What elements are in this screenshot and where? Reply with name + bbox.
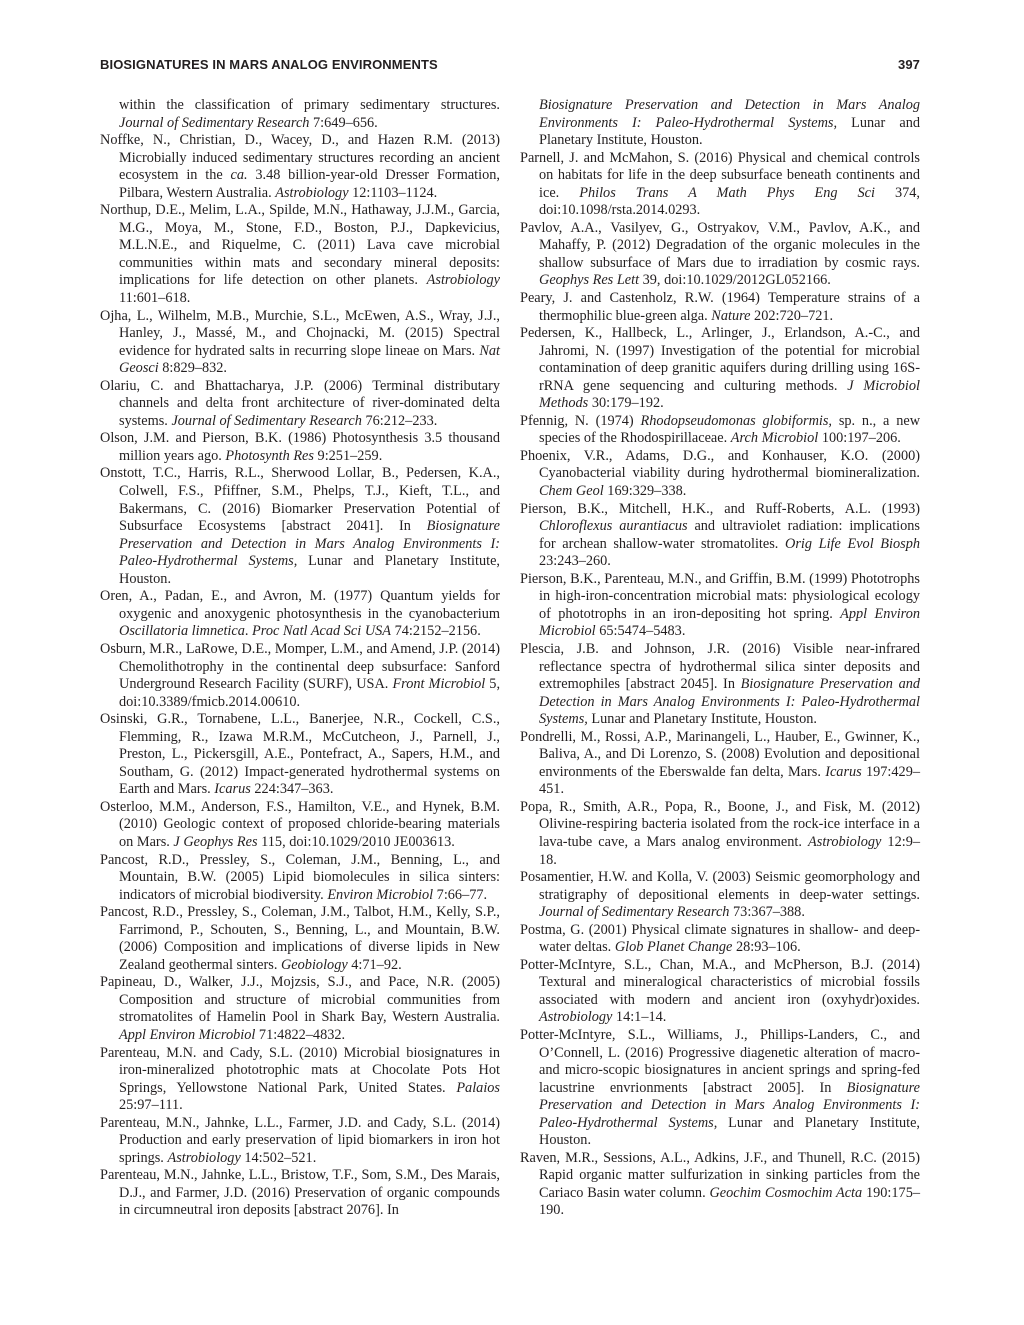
reference-italic-text: Front Microbiol (392, 676, 486, 693)
reference-text: 4:71–92. (347, 956, 402, 973)
reference-text: 169:329–338. (603, 483, 687, 500)
reference-italic-text: Astrobiology (167, 1149, 241, 1166)
reference-text: Raven, M.R., Sessions, A.L., Adkins, J.F., and Thunell, R.C. (2015) Rapid organic matter sulfurization in sinking particles from the Cariaco Basin water column. (520, 1149, 920, 1201)
reference-italic-text: Appl Environ Microbiol (539, 605, 921, 640)
reference-entry (100, 465, 500, 588)
reference-text: Parenteau, M.N., Jahnke, L.L., Farmer, J.D. and Cady, S.L. (2014) Production and early preservation of lipid biomarkers in iron hot springs. (100, 1114, 500, 1166)
reference-entry (520, 922, 920, 957)
reference-entry (100, 1115, 500, 1168)
reference-continuation (520, 97, 920, 150)
reference-entry (520, 729, 920, 799)
reference-italic-text: Philos Trans A Math Phys Eng Sci (579, 184, 875, 201)
reference-text: 14:502–521. (240, 1149, 317, 1166)
reference-italic-text: Palaios (456, 1079, 500, 1096)
reference-text: Ojha, L., Wilhelm, M.B., Murchie, S.L., McEwen, A.S., Wray, J.J., Hanley, J., Massé, M., and Chojnacki, M. (2015) Spectral evidence for hydrated salts in recurring slope lineae on Mars. (100, 307, 500, 359)
reference-italic-text: Environ Microbiol (327, 886, 434, 903)
reference-entry (520, 799, 920, 869)
reference-italic-text: Biosignature Preservation and Detection in Mars Analog Environments I: Paleo-Hydrothermal Systems, (119, 518, 500, 570)
reference-entry (520, 448, 920, 501)
references-left-column (100, 97, 500, 1220)
reference-text: 8:829–832. (158, 360, 228, 377)
references-right-column (520, 97, 920, 1220)
reference-text: 39, doi:10.1029/2012GL052166. (639, 272, 831, 289)
reference-text: Parenteau, M.N. and Cady, S.L. (2010) Microbial biosignatures in iron-mineralized phototrophic mats at Chocolate Pots Hot Springs, Yellowstone National Park, United States. (100, 1044, 500, 1096)
reference-text: Popa, R., Smith, A.R., Popa, R., Boone, J., and Fisk, M. (2012) Olivine-respiring bacteria isolated from the rock-ice interface in a lava-tube cave, a Mars analog environment. (520, 798, 920, 850)
reference-entry (100, 974, 500, 1044)
reference-italic-text: ca. (230, 167, 248, 184)
reference-text: Pierson, B.K., Parenteau, M.N., and Griffin, B.M. (1999) Phototrophs in high-iron-concentration microbial mats: physiological ecology of phototrophs in an iron-depositing hot spring. (520, 570, 920, 622)
reference-text: 7:66–77. (433, 886, 488, 903)
reference-entry (100, 430, 500, 465)
reference-text: Pedersen, K., Hallbeck, L., Arlinger, J., Erlandson, A.-C., and Jahromi, N. (1997) Investigation of the potential for microbial contamination of deep granitic aquifers during drilling using 16S-rRNA gene sequencing and culturing methods. (520, 325, 920, 394)
reference-entry (100, 711, 500, 799)
reference-text: 3.48 billion-year-old Dresser Formation, Pilbara, Western Australia. (119, 167, 500, 201)
reference-text: 115, doi:10.1029/2010 JE003613. (257, 833, 455, 850)
reference-text: Potter-McIntyre, S.L., Chan, M.A., and McPherson, B.J. (2014) Textural and mineralogical characteristics of microbial fossils associated with modern and ancient iron (oxyhydr)oxides. (520, 956, 920, 1008)
reference-text: 73:367–388. (729, 904, 805, 921)
reference-italic-text: Nature (711, 307, 751, 324)
reference-continuation (100, 97, 500, 132)
reference-text: and ultraviolet radiation: implications for archean shallow-water stromatolites. (539, 518, 920, 552)
reference-text: 23:243–260. (539, 553, 611, 570)
reference-text: 12:9–18. (539, 833, 920, 868)
reference-italic-text: Appl Environ Microbiol (119, 1026, 256, 1043)
reference-entry (100, 308, 500, 378)
running-header (100, 57, 920, 77)
reference-italic-text: Proc Natl Acad Sci USA (252, 623, 392, 640)
reference-text: Osinski, G.R., Tornabene, L.L., Banerjee, N.R., Cockell, C.S., Flemming, R., Izawa M.R.M., McCutcheon, J., Parnell, J., Preston, L., Pickersgill, A.E., Pontefract, A., Sapers, H.M., and Southam, G. (2012) Impact-generated hydrothermal systems on Earth and Mars. (100, 711, 500, 798)
reference-text: 190:175–190. (539, 1184, 920, 1219)
reference-text: Parenteau, M.N., Jahnke, L.L., Bristow, T.F., Som, S.M., Des Marais, D.J., and Farmer, J.D. (2016) Preservation of organic compounds in circumneutral iron deposits [abstract 2076]. In (100, 1167, 500, 1219)
reference-italic-text: J Microbiol Methods (539, 377, 920, 412)
running-title: BIOSIGNATURES IN MARS ANALOG ENVIRONMENTS (100, 57, 438, 72)
reference-text: Northup, D.E., Melim, L.A., Spilde, M.N., Hathaway, J.J.M., Garcia, M.G., Moya, M., Stone, F.D., Boston, P.J., Dapkevicius, M.L.N.E., and Riquelme, C. (2011) Lava cave microbial communities within mats and secondary mineral deposits: implications for life detection on other planets. (100, 202, 500, 289)
reference-italic-text: Geochim Cosmochim Acta (709, 1184, 863, 1201)
reference-text: 71:4822–4832. (255, 1026, 346, 1043)
reference-italic-text: Icarus (825, 763, 862, 780)
reference-text: Pancost, R.D., Pressley, S., Coleman, J.M., Talbot, H.M., Kelly, S.P., Farrimond, P., Schouten, S., Benning, L., and Mountain, B.W. (2006) Composition and implications of diverse lipids in New Zealand geothermal sinters. (100, 904, 500, 973)
reference-text: 202:720–721. (750, 307, 834, 324)
reference-italic-text: Biosignature Preservation and Detection in Mars Analog Environments I: Paleo-Hydrothermal Systems, (539, 676, 921, 728)
reference-text: Lunar and Planetary Institute, Houston. (539, 114, 920, 149)
reference-entry (520, 220, 920, 290)
reference-text: Olariu, C. and Bhattacharya, J.P. (2006) Terminal distributary channels and delta front architecture of river-dominated delta systems. (100, 377, 500, 429)
reference-italic-text: Glob Planet Change (614, 939, 733, 956)
reference-italic-text: Arch Microbiol (730, 430, 819, 447)
reference-italic-text: Astrobiology (539, 1009, 613, 1026)
reference-text: Pavlov, A.A., Vasilyev, G., Ostryakov, V.M., Pavlov, A.K., and Mahaffy, P. (2012) Degradation of the organic molecules in the shallow subsurface of Mars due to irradiation by cosmic rays. (520, 219, 920, 271)
reference-italic-text: Astrobiology (808, 833, 882, 850)
reference-text: 76:212–233. (361, 412, 438, 429)
reference-text: Olson, J.M. and Pierson, B.K. (1986) Photosynthesis 3.5 thousand million years ago. (100, 430, 500, 464)
reference-text: 374, doi:10.1098/rsta.2014.0293. (539, 184, 920, 219)
reference-italic-text: Rhodopseudomonas globiformis, (640, 412, 833, 429)
reference-italic-text: Nat Geosci (119, 342, 500, 377)
reference-text: 12:1103–1124. (348, 184, 438, 201)
reference-entry (520, 150, 920, 220)
reference-text: Plescia, J.B. and Johnson, J.R. (2016) Visible near-infrared reflectance spectra of hydrothermal silica sinter deposits and extremophiles [abstract 2045]. In (520, 640, 920, 693)
reference-text: 7:649–656. (309, 114, 378, 131)
reference-italic-text: Journal of Sedimentary Research (171, 412, 362, 429)
reference-entry (520, 501, 920, 571)
reference-entry (100, 202, 500, 307)
reference-entry (100, 904, 500, 974)
reference-entry (100, 852, 500, 905)
reference-text: 14:1–14. (612, 1009, 667, 1026)
reference-text: 65:5474–5483. (595, 623, 686, 640)
reference-text: Lunar and Planetary Institute, Houston. (119, 553, 501, 587)
reference-text: Oren, A., Padan, E., and Avron, M. (1977) Quantum yields for oxygenic and anoxygenic photosynthesis in the cyanobacterium (100, 588, 500, 622)
reference-text: 30:179–192. (588, 395, 664, 412)
reference-text: 197:429–451. (539, 763, 920, 798)
reference-entry (100, 132, 500, 202)
page-number: 397 (898, 57, 920, 72)
reference-text: . (244, 623, 253, 640)
reference-italic-text: Biosignature Preservation and Detection in Mars Analog Environments I: Paleo-Hydrothermal Systems, (539, 1079, 920, 1131)
reference-text: 11:601–618. (119, 290, 191, 307)
reference-text: 5, doi:10.3389/fmicb.2014.00610. (119, 676, 501, 710)
reference-text: Posamentier, H.W. and Kolla, V. (2003) Seismic geomorphology and stratigraphy of depositional elements in deep-water settings. (520, 869, 920, 903)
reference-text: Parnell, J. and McMahon, S. (2016) Physical and chemical controls on habitats for life in the deep subsurface beneath continents and ice. (520, 149, 920, 201)
reference-text: Osterloo, M.M., Anderson, F.S., Hamilton, V.E., and Hynek, B.M. (2010) Geologic context of proposed chloride-bearing materials on Mars. (100, 798, 500, 850)
reference-entry (520, 571, 920, 641)
reference-entry (100, 1167, 500, 1220)
reference-entry (520, 290, 920, 325)
reference-text: Lunar and Planetary Institute, Houston. (587, 711, 817, 728)
reference-italic-text: Journal of Sedimentary Research (119, 114, 310, 131)
reference-entry (100, 1045, 500, 1115)
reference-text: 9:251–259. (313, 447, 383, 464)
reference-text: Osburn, M.R., LaRowe, D.E., Momper, L.M., and Amend, J.P. (2014) Chemolithotrophy in the continental deep subsurface: Sanford Underground Research Facility (SURF), USA. (100, 640, 500, 693)
reference-entry (100, 799, 500, 852)
reference-entry (520, 1150, 920, 1220)
reference-italic-text: Biosignature Preservation and Detection in Mars Analog Environments I: Paleo-Hydrothermal Systems, (539, 97, 920, 131)
reference-italic-text: Geobiology (280, 956, 348, 973)
reference-italic-text: Chem Geol (539, 483, 604, 500)
reference-italic-text: Orig Life Evol Biosph (785, 535, 921, 552)
reference-italic-text: Journal of Sedimentary Research (539, 904, 730, 921)
reference-text: 25:97–111. (119, 1097, 183, 1114)
reference-entry (100, 641, 500, 711)
reference-italic-text: Photosynth Res (225, 447, 314, 464)
reference-entry (520, 1027, 920, 1150)
reference-text: Papineau, D., Walker, J.J., Mojzsis, S.J., and Pace, N.R. (2005) Composition and structure of microbial communities from stromatolites of Hamelin Pool in Shark Bay, Western Australia. (100, 974, 500, 1026)
reference-text: Pfennig, N. (1974) (520, 412, 641, 429)
reference-italic-text: Chloroflexus aurantiacus (539, 518, 688, 535)
reference-text: Pancost, R.D., Pressley, S., Coleman, J.M., Benning, L., and Mountain, B.W. (2005) Lipid biomolecules in silica sinters: indicators of microbial biodiversity. (100, 851, 500, 903)
reference-italic-text: Astrobiology (275, 184, 349, 201)
reference-text: 100:197–206. (818, 430, 901, 447)
reference-text: Peary, J. and Castenholz, R.W. (1964) Temperature strains of a thermophilic blue-green alga. (520, 290, 920, 324)
reference-entry (520, 957, 920, 1027)
reference-italic-text: Astrobiology (426, 272, 500, 289)
reference-text: Pondrelli, M., Rossi, A.P., Marinangeli, L., Hauber, E., Gwinner, K., Baliva, A., and Di Lorenzo, S. (2008) Evolution and depositional environments of the Eberswalde fan delta, Mars. (520, 728, 920, 780)
reference-entry (520, 641, 920, 729)
reference-text: Lunar and Planetary Institute, Houston. (539, 1114, 921, 1149)
reference-text: Pierson, B.K., Mitchell, H.K., and Ruff-Roberts, A.L. (1993) (520, 500, 920, 517)
reference-text: 74:2152–2156. (391, 623, 481, 640)
reference-text: Potter-McIntyre, S.L., Williams, J., Phillips-Landers, C., and O’Connell, L. (2016) Progressive diagenetic alteration of macro- and micro-scopic biosignatures in ancient springs and spring-fed lacustrine envrionments [abstract 2005]. In (520, 1026, 920, 1096)
reference-text: Noffke, N., Christian, D., Wacey, D., and Hazen R.M. (2013) Microbially induced sedimentary structures recording an ancient ecosystem in the (100, 132, 500, 184)
reference-italic-text: Icarus (214, 781, 251, 798)
reference-italic-text: J Geophys Res (173, 833, 258, 850)
reference-italic-text: Oscillatoria limnetica (119, 623, 245, 640)
reference-text: Phoenix, V.R., Adams, D.G., and Konhauser, K.O. (2000) Cyanobacterial viability during hydrothermal biomineralization. (520, 447, 920, 482)
reference-entry (100, 588, 500, 641)
reference-text: Onstott, T.C., Harris, R.L., Sherwood Lollar, B., Pedersen, K.A., Colwell, F.S., Pfiffner, S.M., Phelps, T.J., Kieft, T.L., and Bakermans, C. (2016) Biomarker Preservation Potential of Subsurface Ecosystems [abstract 2041]. In (100, 465, 500, 535)
reference-entry (100, 378, 500, 431)
reference-entry (520, 413, 920, 448)
reference-italic-text: Geophys Res Lett (539, 272, 640, 289)
reference-entry (520, 325, 920, 413)
reference-text: sp. n., a new species of the Rhodospirillaceae. (539, 412, 921, 447)
reference-entry (520, 869, 920, 922)
reference-text: within the classification of primary sedimentary structures. (119, 97, 500, 113)
reference-text: 28:93–106. (732, 939, 801, 956)
reference-text: 224:347–363. (250, 781, 334, 798)
reference-text: Postma, G. (2001) Physical climate signatures in shallow- and deep-water deltas. (520, 921, 920, 956)
